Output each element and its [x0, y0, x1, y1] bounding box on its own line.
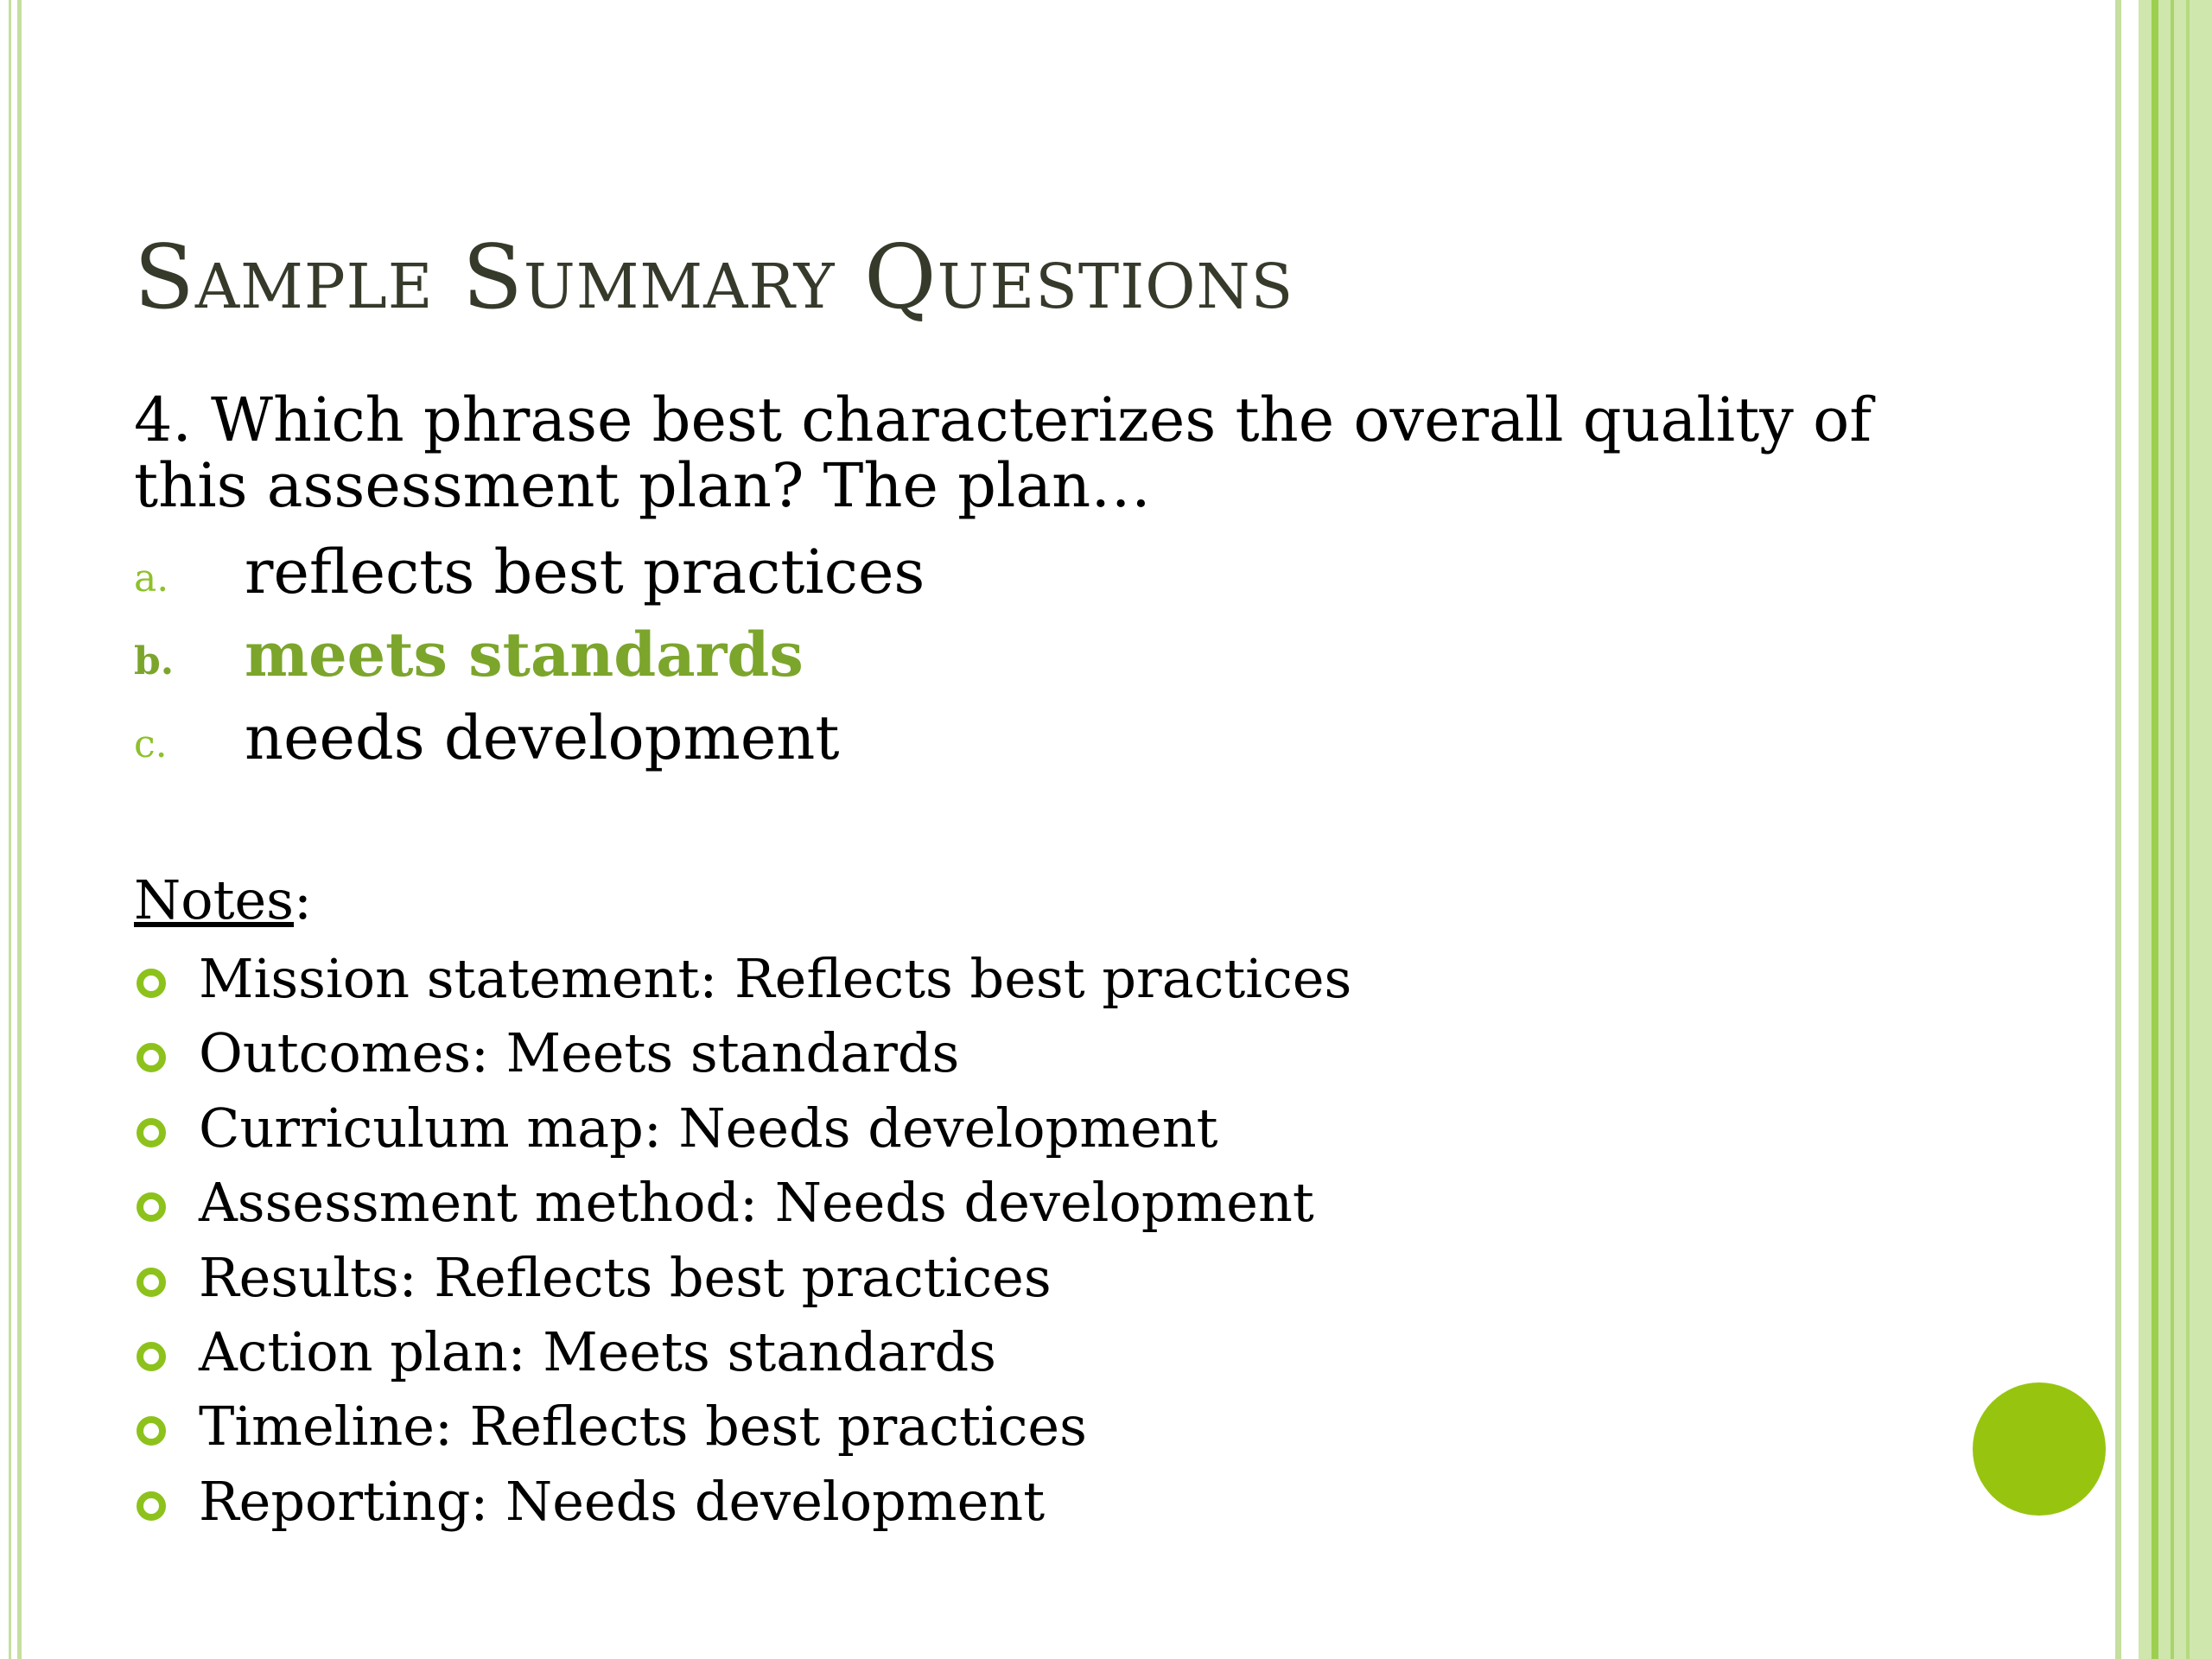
note-text: Action plan: Meets standards: [199, 1319, 996, 1383]
question-text: 4. Which phrase best characterizes the overall quality of this assessment plan? The plan…: [134, 385, 1872, 521]
hollow-circle-bullet-icon: [137, 969, 166, 998]
option-text: meets standards: [245, 619, 804, 690]
hollow-circle-bullet-icon: [137, 1268, 166, 1297]
note-text: Reporting: Needs development: [199, 1469, 1046, 1533]
right-border-line: [2115, 0, 2121, 1659]
notes-colon: :: [294, 868, 312, 931]
option-marker: a.: [134, 556, 169, 601]
note-text: Curriculum map: Needs development: [199, 1096, 1218, 1160]
hollow-circle-bullet-icon: [137, 1342, 166, 1371]
green-circle-decoration: [1973, 1382, 2106, 1516]
note-text: Mission statement: Reflects best practices: [199, 947, 1352, 1010]
note-text: Assessment method: Needs development: [199, 1171, 1314, 1235]
hollow-circle-bullet-icon: [137, 1491, 166, 1521]
notes-heading: [134, 868, 312, 931]
note-text: Results: Reflects best practices: [199, 1245, 1052, 1309]
note-text: Timeline: Reflects best practices: [199, 1395, 1087, 1459]
option-marker: c.: [134, 722, 168, 766]
notes-label: Notes: [134, 868, 295, 931]
right-border-band: [2139, 0, 2212, 1659]
hollow-circle-bullet-icon: [137, 1043, 166, 1072]
left-border-line: [9, 0, 11, 1659]
hollow-circle-bullet-icon: [137, 1192, 166, 1222]
left-border-line: [17, 0, 22, 1659]
option-marker: b.: [134, 639, 175, 683]
slide-title: Sample Summary Questions: [134, 226, 1294, 329]
hollow-circle-bullet-icon: [137, 1416, 166, 1446]
hollow-circle-bullet-icon: [137, 1118, 166, 1147]
right-border-stripe: [2171, 0, 2174, 1659]
option-text: reflects best practices: [245, 537, 925, 607]
option-text: needs development: [245, 702, 840, 773]
note-text: Outcomes: Meets standards: [199, 1021, 960, 1085]
right-border-stripe: [2186, 0, 2190, 1659]
right-border-stripe: [2152, 0, 2158, 1659]
